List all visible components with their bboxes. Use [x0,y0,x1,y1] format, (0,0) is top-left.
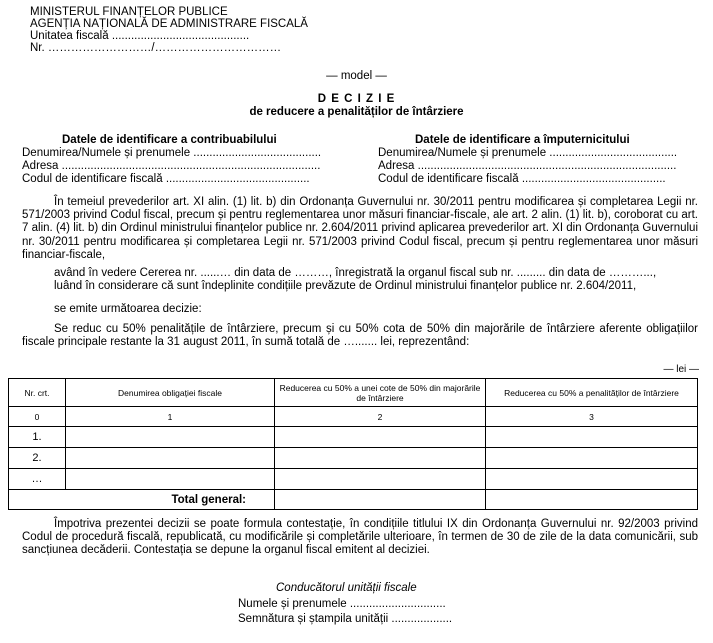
proxy-address-line: Adresa ................................................................................. [378,160,677,172]
total-surcharge-cell [275,490,486,510]
taxpayer-name-line: Denumirea/Numele și prenumele ........................................ [22,147,322,159]
reduction-table [8,378,698,510]
row-number-cell: 1. [9,427,66,448]
header-surcharge-reduction: Reducerea cu 50% a unei cote de 50% din majorările de întârziere [275,379,486,407]
model-label: — model — [326,70,387,82]
total-penalty-cell [486,490,698,510]
signature-stamp-line: Semnătura și ștampila unității ................... [238,613,453,625]
penalty-cell [486,448,698,469]
taxpayer-code-line: Codul de identificare fiscală ............................................. [22,173,310,185]
reduction-paragraph: Se reduc cu 50% penalitățile de întârziere, precum și cu 50% cota de 50% din majorările de întârziere aferente obligațiilor fiscale principale restante la 31 august 2011, în sumă totală de …....... lei, reprezentând: [22,323,698,349]
appeal-paragraph: Împotriva prezentei decizii se poate formula contestație, în condițiile titlului IX din Ordonanța Guvernului nr. 92/2003 privind Codul de procedură fiscală, republicată, cu modificările și completările ulterioare, în termen de 30 de zile de la data comunicării, sub sancțiunea decăderii. Contestația se depune la organul fiscal emitent al deciziei. [22,518,698,557]
fiscal-unit-line: Unitatea fiscală ........................................... [30,30,250,42]
header-row-number: Nr. crt. [9,379,66,407]
total-label: Total general: [9,490,275,510]
proxy-code-line: Codul de identificare fiscală ............................................. [378,173,666,185]
header-obligation-name: Denumirea obligației fiscale [66,379,275,407]
index-cell: 0 [9,407,66,427]
table-header-row [9,379,698,407]
request-paragraph: având în vedere Cererea nr. ......… din data de ………, înregistrată la organul fiscal sub nr. ......... din data de ………..., [54,267,657,279]
header-penalty-reduction: Reducerea cu 50% a penalităților de întârziere [486,379,698,407]
issue-paragraph: se emite următoarea decizie: [54,303,202,315]
taxpayer-address-line: Adresa ................................................................................. [22,160,321,172]
surcharge-cell [275,469,486,490]
index-cell: 3 [486,407,698,427]
obligation-cell [66,448,275,469]
table-row [9,448,698,469]
currency-label: — lei — [663,364,699,375]
surcharge-cell [275,427,486,448]
table-index-row [9,407,698,427]
index-cell: 1 [66,407,275,427]
row-number-cell: … [9,469,66,490]
penalty-cell [486,469,698,490]
table-row [9,427,698,448]
signature-name-line: Numele și prenumele .............................. [238,598,446,610]
conditions-paragraph: luând în considerare că sunt îndeplinite condițiile prevăzute de Ordinul ministrului finanțelor publice nr. 2.604/2011, [54,280,637,292]
row-number-cell: 2. [9,448,66,469]
taxpayer-heading: Datele de identificare a contribuabilului [62,134,277,146]
proxy-heading: Datele de identificare a împuternicitului [415,134,630,146]
signature-title: Conducătorul unității fiscale [276,582,417,594]
table-total-row [9,490,698,510]
document-subtitle: de reducere a penalităților de întârziere [249,106,464,118]
surcharge-cell [275,448,486,469]
table-row [9,469,698,490]
index-cell: 2 [275,407,486,427]
document-title: D E C I Z I E [317,93,396,105]
ministry-name: MINISTERUL FINANȚELOR PUBLICE [30,6,228,18]
legal-basis-paragraph: În temeiul prevederilor art. XI alin. (1) lit. b) din Ordonanța Guvernului nr. 30/2011 pentru modificarea și completarea Legii nr. 571/2003 privind Codul fiscal, precum și pentru reglementarea unor măsuri financiar-fiscale, ale art. 2 alin. (1) lit. b), coroborat cu art. 7 alin. (4) lit. b) din Ordinul ministrului finanțelor publice nr. 2.604/2011 privind aplicarea prevederilor art. XI din Ordonanța Guvernului nr. 30/2011 pentru modificarea și completarea Legii nr. 571/2003 privind Codul fiscal, precum și pentru reglementarea unor măsuri financiar-fiscale, [22,196,698,261]
registration-number-line: Nr. ………………………/…………………………… [30,42,282,54]
proxy-name-line: Denumirea/Numele și prenumele ........................................ [378,147,678,159]
penalty-cell [486,427,698,448]
obligation-cell [66,469,275,490]
agency-name: AGENȚIA NAȚIONALĂ DE ADMINISTRARE FISCALĂ [30,18,308,30]
obligation-cell [66,427,275,448]
